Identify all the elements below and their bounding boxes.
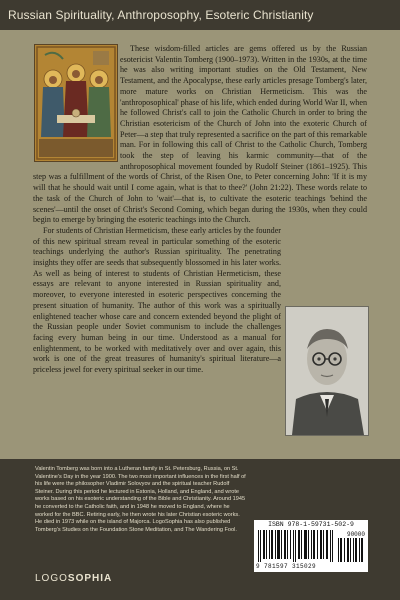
author-bio: Valentin Tomberg was born into a Lutheran family in St. Petersburg, Russia, on St. Valentine's Day in the year 1900. The two most important influences in the first half of his life were the philosopher Vladimir Solovyov and the spiritual teacher Rudolf Steiner. During this period he lectured in Estonia, Holland, and England, and wrote works based on his esoteric understanding of the Bible and Christianity. Around 1945 he converted to the Catholic faith, and in 1948 he moved to England, where he worked for the BBC. Retiring early, he then wrote his later Christian esoteric works. He died in 1973 while on the island of Majorca. LogoSophia has also published Tomberg's Studies on the Foundation Stone Meditation, and The Wandering Fool. [35, 466, 246, 533]
publisher-logo [35, 573, 112, 584]
isbn-label: ISBN 978-1-59731-502-9 [268, 521, 354, 528]
icon-float-spacer [33, 44, 120, 163]
portrait-float-spacer [281, 230, 367, 362]
barcode-float-spacer [248, 466, 368, 522]
isbn-barcode [254, 520, 368, 572]
description-paragraph-1: These wisdom-filled articles are gems offered us by the Russian esotericist Valentin Tomberg (1900–1973). Written in the 1930s, at the time he was also writing important studies on the Old Testament, New Testament, and the Apocalypse, these early articles presage Tomberg's later, more mature works on Christian Hermeticism. This was the 'anthroposophical' phase of his life, which ended during World War II, when he followed Christ's call to join the Catholic Church in order to bring the Christian esotericism of the Church of John into the exoteric Church of Peter—a step that truly represented a sacrifice on the part of this remarkable man. For in following this call of Christ to the Catholic Church, Tomberg took the step of leaving his karmic community—that of the anthroposophical movement founded by Rudolf Steiner (1861–1925). This step was a fulfillment of the words of Christ, of the Risen One, to Peter concerning John: 'If it is my will that he should wait until I come again, what is that to thee?' (John 21:22). These words relate to the task of the Church of John to 'wait'—that is, to cultivate the esoteric teachings 'behind the scenes'—until the onset of Christ's Second Coming, which began during the 1930s, when they could begin to emerge by bringing the esoteric teachings into the Church. [33, 44, 367, 225]
description-paragraph-2: For students of Christian Hermeticism, these early articles by the founder of this new spiritual stream reveal in particular something of the esoteric teachings underlying the author's Russian spirituality. The penetrating insights they offer are seeds that subsequently blossomed in his later works. As well as being of interest to students of Christian Hermeticism, these essays are relevant to anyone interested in Russian spirituality and, moreover, to everyone interested in esoteric perspectives concerning the present situation of humanity. The author of this work was a spiritually enlightened teacher whose care and concern extended beyond the plight of the Russian people under Soviet communism to include the challenges facing every human being in our time. Understood as a manual for enlightenment, to be worked with meditatively over and over again, this work is one of the great treasures of humanity's spiritual literature—a priceless jewel for every spiritual seeker in our time. [33, 225, 281, 375]
series-title: Russian Spirituality, Anthroposophy, Esoteric Christianity [8, 8, 314, 22]
barcode-number: 9 781597 315029 [256, 563, 317, 570]
description-text [33, 44, 367, 376]
barcode-bars [258, 530, 334, 562]
barcode-price-code: 90000 [346, 531, 365, 538]
top-title-band [0, 0, 400, 30]
barcode-addon-bars [338, 538, 364, 562]
logo-part-1: LOGO [35, 573, 68, 584]
logo-part-2: SOPHIA [67, 573, 113, 584]
